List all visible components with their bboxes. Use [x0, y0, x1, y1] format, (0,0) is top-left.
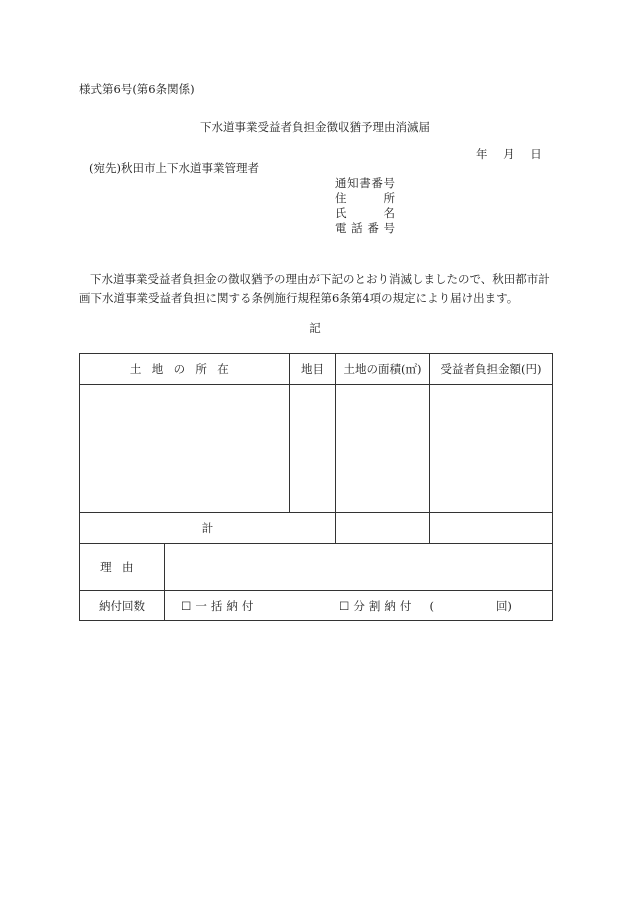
reason-row	[80, 544, 553, 591]
location-cell[interactable]	[80, 385, 290, 513]
field-notice-number	[335, 176, 395, 191]
area-cell[interactable]	[336, 385, 430, 513]
field-address	[335, 191, 395, 206]
field-label: 通知書番号	[335, 176, 395, 190]
field-label: 住所	[335, 191, 395, 205]
table-header-row	[80, 354, 553, 385]
land-category-cell[interactable]	[290, 385, 336, 513]
total-row	[80, 513, 553, 544]
field-label: 電話番号	[335, 221, 395, 235]
field-name	[335, 206, 395, 221]
body-text: 下水道事業受益者負担金の徴収猶予の理由が下記のとおり消滅しましたので、秋田都市計画下水道事業受益者負担に関する条例施行規程第6条第4項の規定により届け出ます。	[79, 272, 550, 305]
header-location: 土地の所在	[80, 354, 290, 385]
total-label: 計	[80, 513, 336, 544]
document-title: 下水道事業受益者負担金徴収猶予理由消滅届	[200, 120, 430, 134]
date-line: 年 月 日	[476, 147, 542, 161]
field-label: 氏名	[335, 206, 395, 220]
header-area: 土地の面積(㎡)	[336, 354, 430, 385]
payment-label: 納付回数	[80, 591, 165, 621]
payment-options	[165, 591, 553, 621]
details-table	[79, 353, 553, 621]
form-number: 様式第6号(第6条関係)	[79, 82, 195, 96]
installment-checkbox[interactable]: ☐分割納付	[339, 598, 416, 613]
lump-sum-checkbox[interactable]: ☐一括納付	[181, 598, 258, 613]
applicant-fields	[335, 176, 395, 236]
header-land-category: 地目	[290, 354, 336, 385]
addressee: (宛先)秋田市上下水道事業管理者	[89, 161, 259, 175]
paren-close: 回)	[495, 598, 512, 613]
total-amount-cell[interactable]	[430, 513, 553, 544]
table-row	[80, 385, 553, 513]
amount-cell[interactable]	[430, 385, 553, 513]
reason-label: 理由	[80, 544, 165, 591]
payment-row	[80, 591, 553, 621]
reason-cell[interactable]	[165, 544, 553, 591]
ki-heading: 記	[309, 321, 321, 335]
paren-open: (	[429, 598, 434, 613]
header-amount: 受益者負担金額(円)	[430, 354, 553, 385]
total-area-cell[interactable]	[336, 513, 430, 544]
field-phone	[335, 221, 395, 236]
